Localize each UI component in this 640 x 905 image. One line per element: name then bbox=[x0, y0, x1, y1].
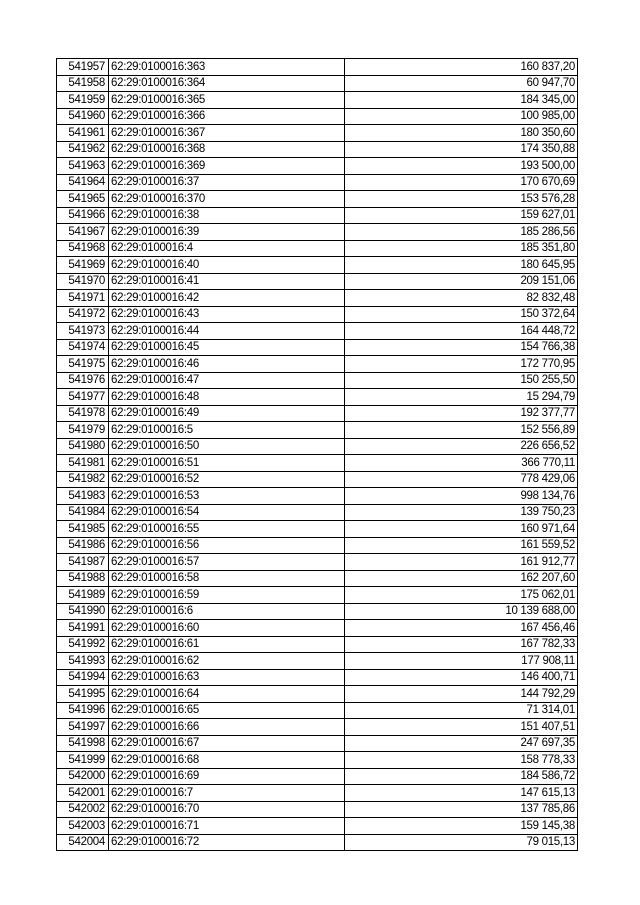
cadastral-number-cell: 62:29:0100016:363 bbox=[109, 59, 345, 76]
table-row bbox=[57, 702, 578, 719]
table-row bbox=[57, 570, 578, 587]
row-number-cell: 541964 bbox=[57, 174, 109, 191]
value-cell: 71 314,01 bbox=[345, 702, 578, 719]
value-cell: 174 350,88 bbox=[345, 141, 578, 158]
row-number-cell: 541976 bbox=[57, 372, 109, 389]
row-number-cell: 541996 bbox=[57, 702, 109, 719]
value-cell: 185 351,80 bbox=[345, 240, 578, 257]
table-row bbox=[57, 240, 578, 257]
row-number-cell: 541974 bbox=[57, 339, 109, 356]
value-cell: 247 697,35 bbox=[345, 735, 578, 752]
cadastral-number-cell: 62:29:0100016:45 bbox=[109, 339, 345, 356]
table-row bbox=[57, 438, 578, 455]
row-number-cell: 542000 bbox=[57, 768, 109, 785]
cadastral-number-cell: 62:29:0100016:49 bbox=[109, 405, 345, 422]
table-row bbox=[57, 323, 578, 340]
value-cell: 139 750,23 bbox=[345, 504, 578, 521]
cadastral-number-cell: 62:29:0100016:42 bbox=[109, 290, 345, 307]
value-cell: 177 908,11 bbox=[345, 653, 578, 670]
value-cell: 10 139 688,00 bbox=[345, 603, 578, 620]
cadastral-number-cell: 62:29:0100016:7 bbox=[109, 785, 345, 802]
row-number-cell: 541985 bbox=[57, 521, 109, 538]
cadastral-number-cell: 62:29:0100016:54 bbox=[109, 504, 345, 521]
value-cell: 153 576,28 bbox=[345, 191, 578, 208]
row-number-cell: 541972 bbox=[57, 306, 109, 323]
value-cell: 998 134,76 bbox=[345, 488, 578, 505]
cadastral-number-cell: 62:29:0100016:47 bbox=[109, 372, 345, 389]
table-row bbox=[57, 257, 578, 274]
value-cell: 159 627,01 bbox=[345, 207, 578, 224]
value-cell: 144 792,29 bbox=[345, 686, 578, 703]
row-number-cell: 541983 bbox=[57, 488, 109, 505]
table-row bbox=[57, 405, 578, 422]
cadastral-number-cell: 62:29:0100016:72 bbox=[109, 834, 345, 851]
table-row bbox=[57, 125, 578, 142]
row-number-cell: 542004 bbox=[57, 834, 109, 851]
cadastral-number-cell: 62:29:0100016:60 bbox=[109, 620, 345, 637]
row-number-cell: 541960 bbox=[57, 108, 109, 125]
value-cell: 192 377,77 bbox=[345, 405, 578, 422]
row-number-cell: 541990 bbox=[57, 603, 109, 620]
value-cell: 184 586,72 bbox=[345, 768, 578, 785]
cadastral-number-cell: 62:29:0100016:58 bbox=[109, 570, 345, 587]
cadastral-number-cell: 62:29:0100016:51 bbox=[109, 455, 345, 472]
value-cell: 366 770,11 bbox=[345, 455, 578, 472]
row-number-cell: 541992 bbox=[57, 636, 109, 653]
row-number-cell: 541998 bbox=[57, 735, 109, 752]
value-cell: 175 062,01 bbox=[345, 587, 578, 604]
value-cell: 152 556,89 bbox=[345, 422, 578, 439]
row-number-cell: 541984 bbox=[57, 504, 109, 521]
cadastral-number-cell: 62:29:0100016:5 bbox=[109, 422, 345, 439]
cadastral-number-cell: 62:29:0100016:62 bbox=[109, 653, 345, 670]
table-row bbox=[57, 620, 578, 637]
cadastral-number-cell: 62:29:0100016:4 bbox=[109, 240, 345, 257]
cadastral-number-cell: 62:29:0100016:48 bbox=[109, 389, 345, 406]
table-row bbox=[57, 339, 578, 356]
value-cell: 154 766,38 bbox=[345, 339, 578, 356]
value-cell: 150 255,50 bbox=[345, 372, 578, 389]
value-cell: 15 294,79 bbox=[345, 389, 578, 406]
row-number-cell: 541994 bbox=[57, 669, 109, 686]
cadastral-number-cell: 62:29:0100016:39 bbox=[109, 224, 345, 241]
table-row bbox=[57, 108, 578, 125]
value-cell: 209 151,06 bbox=[345, 273, 578, 290]
cadastral-number-cell: 62:29:0100016:57 bbox=[109, 554, 345, 571]
row-number-cell: 541967 bbox=[57, 224, 109, 241]
row-number-cell: 541993 bbox=[57, 653, 109, 670]
cadastral-number-cell: 62:29:0100016:70 bbox=[109, 801, 345, 818]
table-row bbox=[57, 785, 578, 802]
table-row bbox=[57, 686, 578, 703]
cadastral-number-cell: 62:29:0100016:68 bbox=[109, 752, 345, 769]
cadastral-number-cell: 62:29:0100016:365 bbox=[109, 92, 345, 109]
cadastral-number-cell: 62:29:0100016:38 bbox=[109, 207, 345, 224]
table-row bbox=[57, 207, 578, 224]
row-number-cell: 542002 bbox=[57, 801, 109, 818]
row-number-cell: 541979 bbox=[57, 422, 109, 439]
row-number-cell: 541957 bbox=[57, 59, 109, 76]
value-cell: 150 372,64 bbox=[345, 306, 578, 323]
table-row bbox=[57, 636, 578, 653]
cadastral-number-cell: 62:29:0100016:43 bbox=[109, 306, 345, 323]
value-cell: 164 448,72 bbox=[345, 323, 578, 340]
row-number-cell: 542003 bbox=[57, 818, 109, 835]
row-number-cell: 541963 bbox=[57, 158, 109, 175]
cadastral-number-cell: 62:29:0100016:370 bbox=[109, 191, 345, 208]
table-row bbox=[57, 174, 578, 191]
value-cell: 100 985,00 bbox=[345, 108, 578, 125]
cadastral-number-cell: 62:29:0100016:71 bbox=[109, 818, 345, 835]
table-row bbox=[57, 587, 578, 604]
table-row bbox=[57, 653, 578, 670]
value-cell: 82 832,48 bbox=[345, 290, 578, 307]
row-number-cell: 542001 bbox=[57, 785, 109, 802]
table-row bbox=[57, 488, 578, 505]
value-cell: 147 615,13 bbox=[345, 785, 578, 802]
row-number-cell: 541982 bbox=[57, 471, 109, 488]
cadastral-number-cell: 62:29:0100016:63 bbox=[109, 669, 345, 686]
value-cell: 161 912,77 bbox=[345, 554, 578, 571]
row-number-cell: 541991 bbox=[57, 620, 109, 637]
cadastral-number-cell: 62:29:0100016:65 bbox=[109, 702, 345, 719]
cadastral-number-cell: 62:29:0100016:40 bbox=[109, 257, 345, 274]
row-number-cell: 541968 bbox=[57, 240, 109, 257]
table-row bbox=[57, 224, 578, 241]
row-number-cell: 541988 bbox=[57, 570, 109, 587]
row-number-cell: 541997 bbox=[57, 719, 109, 736]
cadastral-number-cell: 62:29:0100016:66 bbox=[109, 719, 345, 736]
table-row bbox=[57, 389, 578, 406]
value-cell: 185 286,56 bbox=[345, 224, 578, 241]
value-cell: 159 145,38 bbox=[345, 818, 578, 835]
row-number-cell: 541986 bbox=[57, 537, 109, 554]
value-cell: 60 947,70 bbox=[345, 75, 578, 92]
row-number-cell: 541962 bbox=[57, 141, 109, 158]
cadastral-number-cell: 62:29:0100016:52 bbox=[109, 471, 345, 488]
value-cell: 161 559,52 bbox=[345, 537, 578, 554]
cadastral-number-cell: 62:29:0100016:37 bbox=[109, 174, 345, 191]
table-row bbox=[57, 719, 578, 736]
table-row bbox=[57, 603, 578, 620]
table-row bbox=[57, 92, 578, 109]
value-cell: 158 778,33 bbox=[345, 752, 578, 769]
table-row bbox=[57, 669, 578, 686]
cadastral-number-cell: 62:29:0100016:55 bbox=[109, 521, 345, 538]
table-row bbox=[57, 554, 578, 571]
table-row bbox=[57, 455, 578, 472]
row-number-cell: 541975 bbox=[57, 356, 109, 373]
row-number-cell: 541977 bbox=[57, 389, 109, 406]
row-number-cell: 541999 bbox=[57, 752, 109, 769]
row-number-cell: 541961 bbox=[57, 125, 109, 142]
row-number-cell: 541989 bbox=[57, 587, 109, 604]
value-cell: 778 429,06 bbox=[345, 471, 578, 488]
table-row bbox=[57, 735, 578, 752]
value-cell: 162 207,60 bbox=[345, 570, 578, 587]
cadastral-value-table bbox=[56, 58, 578, 851]
table-row bbox=[57, 768, 578, 785]
value-cell: 137 785,86 bbox=[345, 801, 578, 818]
value-cell: 180 350,60 bbox=[345, 125, 578, 142]
row-number-cell: 541973 bbox=[57, 323, 109, 340]
table-row bbox=[57, 537, 578, 554]
cadastral-number-cell: 62:29:0100016:44 bbox=[109, 323, 345, 340]
table-body bbox=[57, 59, 578, 851]
value-cell: 170 670,69 bbox=[345, 174, 578, 191]
value-cell: 160 971,64 bbox=[345, 521, 578, 538]
cadastral-number-cell: 62:29:0100016:46 bbox=[109, 356, 345, 373]
cadastral-number-cell: 62:29:0100016:61 bbox=[109, 636, 345, 653]
row-number-cell: 541965 bbox=[57, 191, 109, 208]
row-number-cell: 541995 bbox=[57, 686, 109, 703]
value-cell: 160 837,20 bbox=[345, 59, 578, 76]
value-cell: 184 345,00 bbox=[345, 92, 578, 109]
table-row bbox=[57, 422, 578, 439]
value-cell: 79 015,13 bbox=[345, 834, 578, 851]
table-row bbox=[57, 273, 578, 290]
table-row bbox=[57, 818, 578, 835]
value-cell: 146 400,71 bbox=[345, 669, 578, 686]
cadastral-number-cell: 62:29:0100016:364 bbox=[109, 75, 345, 92]
cadastral-number-cell: 62:29:0100016:56 bbox=[109, 537, 345, 554]
table-row bbox=[57, 752, 578, 769]
cadastral-number-cell: 62:29:0100016:369 bbox=[109, 158, 345, 175]
row-number-cell: 541966 bbox=[57, 207, 109, 224]
cadastral-number-cell: 62:29:0100016:367 bbox=[109, 125, 345, 142]
table-row bbox=[57, 356, 578, 373]
row-number-cell: 541978 bbox=[57, 405, 109, 422]
table-row bbox=[57, 372, 578, 389]
row-number-cell: 541981 bbox=[57, 455, 109, 472]
row-number-cell: 541969 bbox=[57, 257, 109, 274]
table-row bbox=[57, 141, 578, 158]
row-number-cell: 541987 bbox=[57, 554, 109, 571]
cadastral-number-cell: 62:29:0100016:59 bbox=[109, 587, 345, 604]
table-row bbox=[57, 191, 578, 208]
table-row bbox=[57, 306, 578, 323]
row-number-cell: 541980 bbox=[57, 438, 109, 455]
cadastral-number-cell: 62:29:0100016:67 bbox=[109, 735, 345, 752]
table-row bbox=[57, 801, 578, 818]
cadastral-number-cell: 62:29:0100016:64 bbox=[109, 686, 345, 703]
cadastral-number-cell: 62:29:0100016:53 bbox=[109, 488, 345, 505]
row-number-cell: 541970 bbox=[57, 273, 109, 290]
table-row bbox=[57, 521, 578, 538]
cadastral-number-cell: 62:29:0100016:6 bbox=[109, 603, 345, 620]
row-number-cell: 541971 bbox=[57, 290, 109, 307]
cadastral-number-cell: 62:29:0100016:50 bbox=[109, 438, 345, 455]
row-number-cell: 541958 bbox=[57, 75, 109, 92]
value-cell: 167 456,46 bbox=[345, 620, 578, 637]
value-cell: 167 782,33 bbox=[345, 636, 578, 653]
table-row bbox=[57, 471, 578, 488]
table-row bbox=[57, 59, 578, 76]
cadastral-number-cell: 62:29:0100016:366 bbox=[109, 108, 345, 125]
value-cell: 193 500,00 bbox=[345, 158, 578, 175]
table-row bbox=[57, 504, 578, 521]
value-cell: 151 407,51 bbox=[345, 719, 578, 736]
value-cell: 172 770,95 bbox=[345, 356, 578, 373]
cadastral-number-cell: 62:29:0100016:41 bbox=[109, 273, 345, 290]
cadastral-number-cell: 62:29:0100016:368 bbox=[109, 141, 345, 158]
value-cell: 226 656,52 bbox=[345, 438, 578, 455]
table-row bbox=[57, 75, 578, 92]
value-cell: 180 645,95 bbox=[345, 257, 578, 274]
table-row bbox=[57, 158, 578, 175]
table-row bbox=[57, 834, 578, 851]
row-number-cell: 541959 bbox=[57, 92, 109, 109]
cadastral-number-cell: 62:29:0100016:69 bbox=[109, 768, 345, 785]
table-row bbox=[57, 290, 578, 307]
